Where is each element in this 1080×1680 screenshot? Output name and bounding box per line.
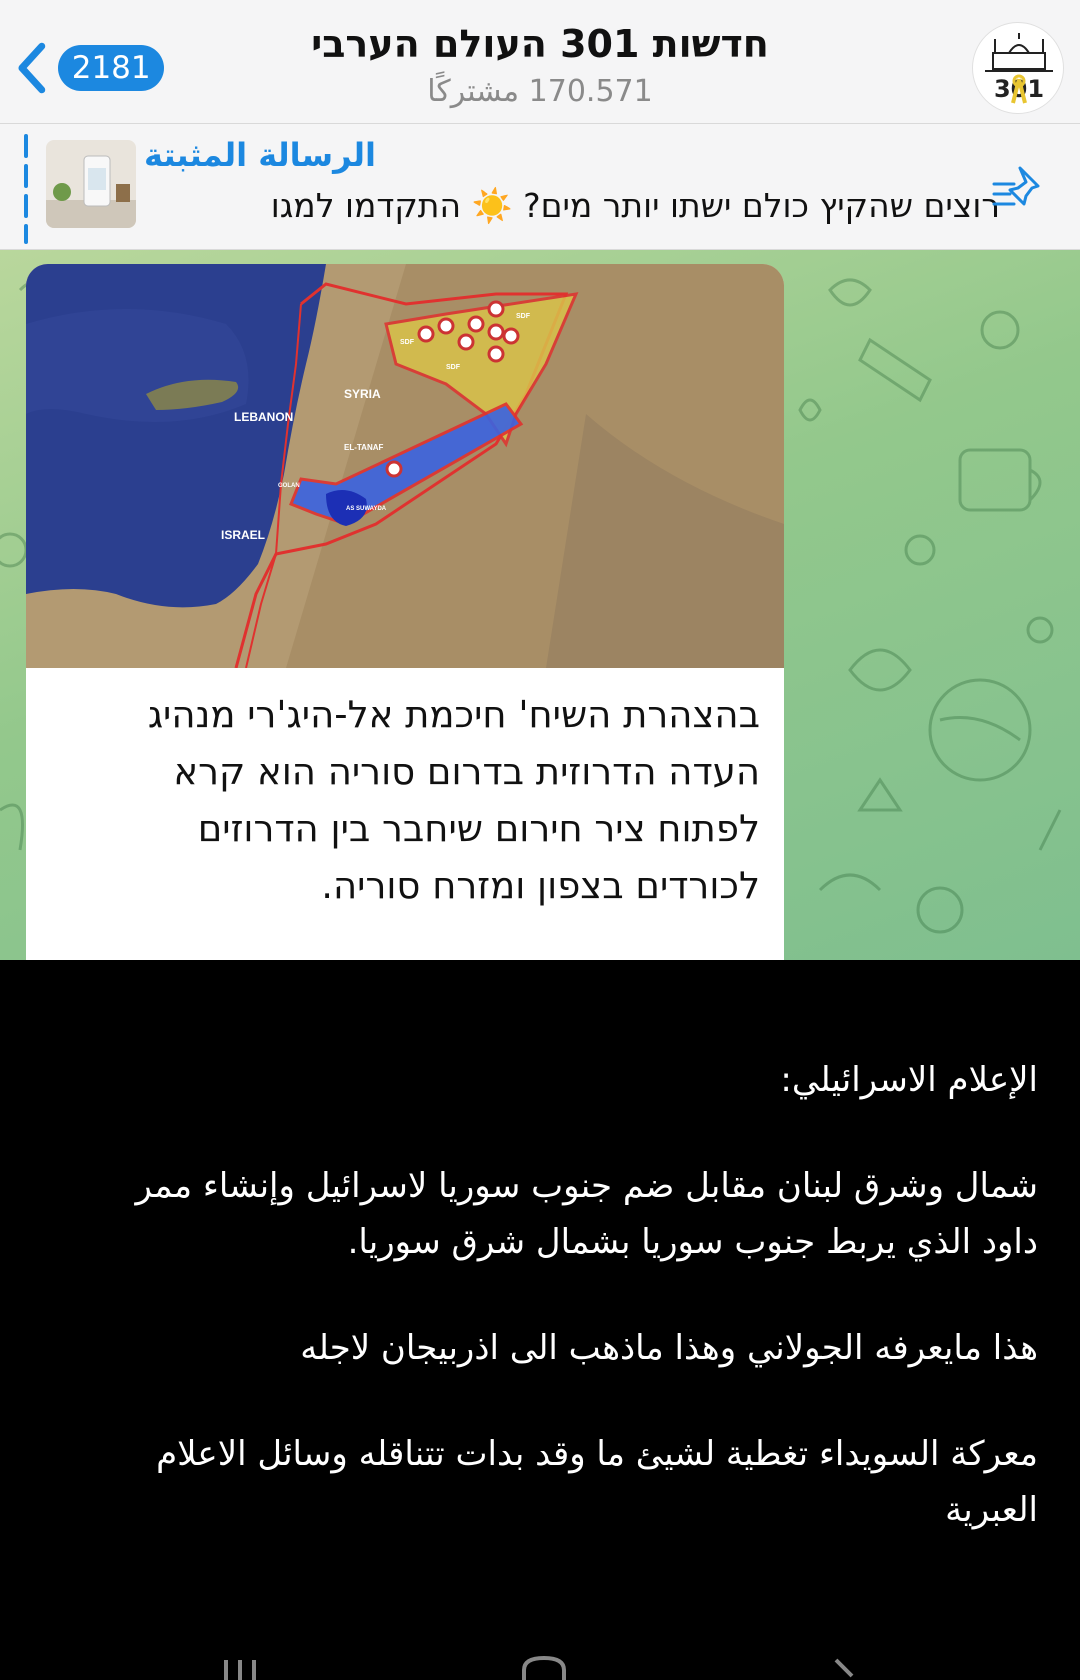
arabic-para3-line2: العبرية xyxy=(945,1490,1038,1530)
back-button[interactable] xyxy=(14,38,164,98)
pin-indicator-segment xyxy=(24,194,28,218)
arabic-heading: الإعلام الاسرائيلي: xyxy=(780,1060,1038,1100)
map-label-israel: ISRAEL xyxy=(221,528,266,542)
arabic-para1-line2: داود الذي يربط جنوب سوريا بشمال شرق سوريا. xyxy=(347,1222,1038,1262)
pin-indicator-segment xyxy=(24,164,28,188)
pinned-message-bar[interactable] xyxy=(0,124,1080,250)
message-text xyxy=(50,686,760,914)
message-line: העדה הדרוזית בדרום סוריה הוא קרא xyxy=(173,750,760,793)
message-line: לפתוח ציר חירום שיחבר בין הדרוזים xyxy=(197,807,760,850)
message-line: בהצהרת השיח' חיכמת אל-היג'רי מנהיג xyxy=(147,693,760,736)
map-image[interactable] xyxy=(26,264,784,668)
map-label-as-suwayda: AS SUWAYDA xyxy=(346,506,387,512)
pinned-text: רוצים שהקיץ כולם ישתו יותר מים? ☀️ התקדמו למגו xyxy=(270,186,1000,225)
pin-indicator-segment xyxy=(24,224,28,244)
pinned-label: الرسالة المثبتة xyxy=(144,136,376,174)
map-label-sdf: SDF xyxy=(516,313,530,320)
arabic-para1-line1: شمال وشرق لبنان مقابل ضم جنوب سوريا لاسرائيل وإنشاء ممر xyxy=(135,1166,1038,1206)
message-bubble[interactable] xyxy=(26,264,784,960)
channel-title[interactable]: חדשות 301 העולם הערבי xyxy=(311,22,769,66)
map-label-golan: GOLAN xyxy=(278,483,300,489)
map-label-sdf: SDF xyxy=(446,364,460,371)
channel-avatar[interactable] xyxy=(972,22,1064,114)
subscriber-count: 170.571 مشتركًا xyxy=(427,74,653,109)
home-icon[interactable] xyxy=(520,1654,568,1680)
pin-indicator-segment xyxy=(24,134,28,158)
unread-count-badge: 2181 xyxy=(58,45,164,91)
arabic-para2: هذا مايعرفه الجولاني وهذا ماذهب الى اذربيجان لاجله xyxy=(300,1328,1038,1368)
channel-header xyxy=(0,0,1080,124)
chevron-left-icon xyxy=(14,40,50,96)
map-label-el-tanaf: EL-TANAF xyxy=(344,443,384,452)
mosque-logo-icon xyxy=(973,23,1064,114)
map-label-syria: SYRIA xyxy=(344,387,381,401)
nav-back-icon[interactable] xyxy=(830,1654,860,1680)
map-label-lebanon: LEBANON xyxy=(234,410,294,424)
avatar-label: 301 xyxy=(993,75,1045,103)
arabic-para3-line1: معركة السويداء تغطية لشيئ ما وقد بدات تتناقله وسائل الاعلام xyxy=(156,1434,1038,1474)
map-label-sdf: SDF xyxy=(400,339,414,346)
pinned-thumbnail xyxy=(46,140,136,228)
recent-apps-icon[interactable] xyxy=(220,1654,260,1680)
message-line: לכורדים בצפון ומזרח סוריה. xyxy=(321,864,760,907)
pin-list-icon[interactable] xyxy=(990,162,1044,216)
